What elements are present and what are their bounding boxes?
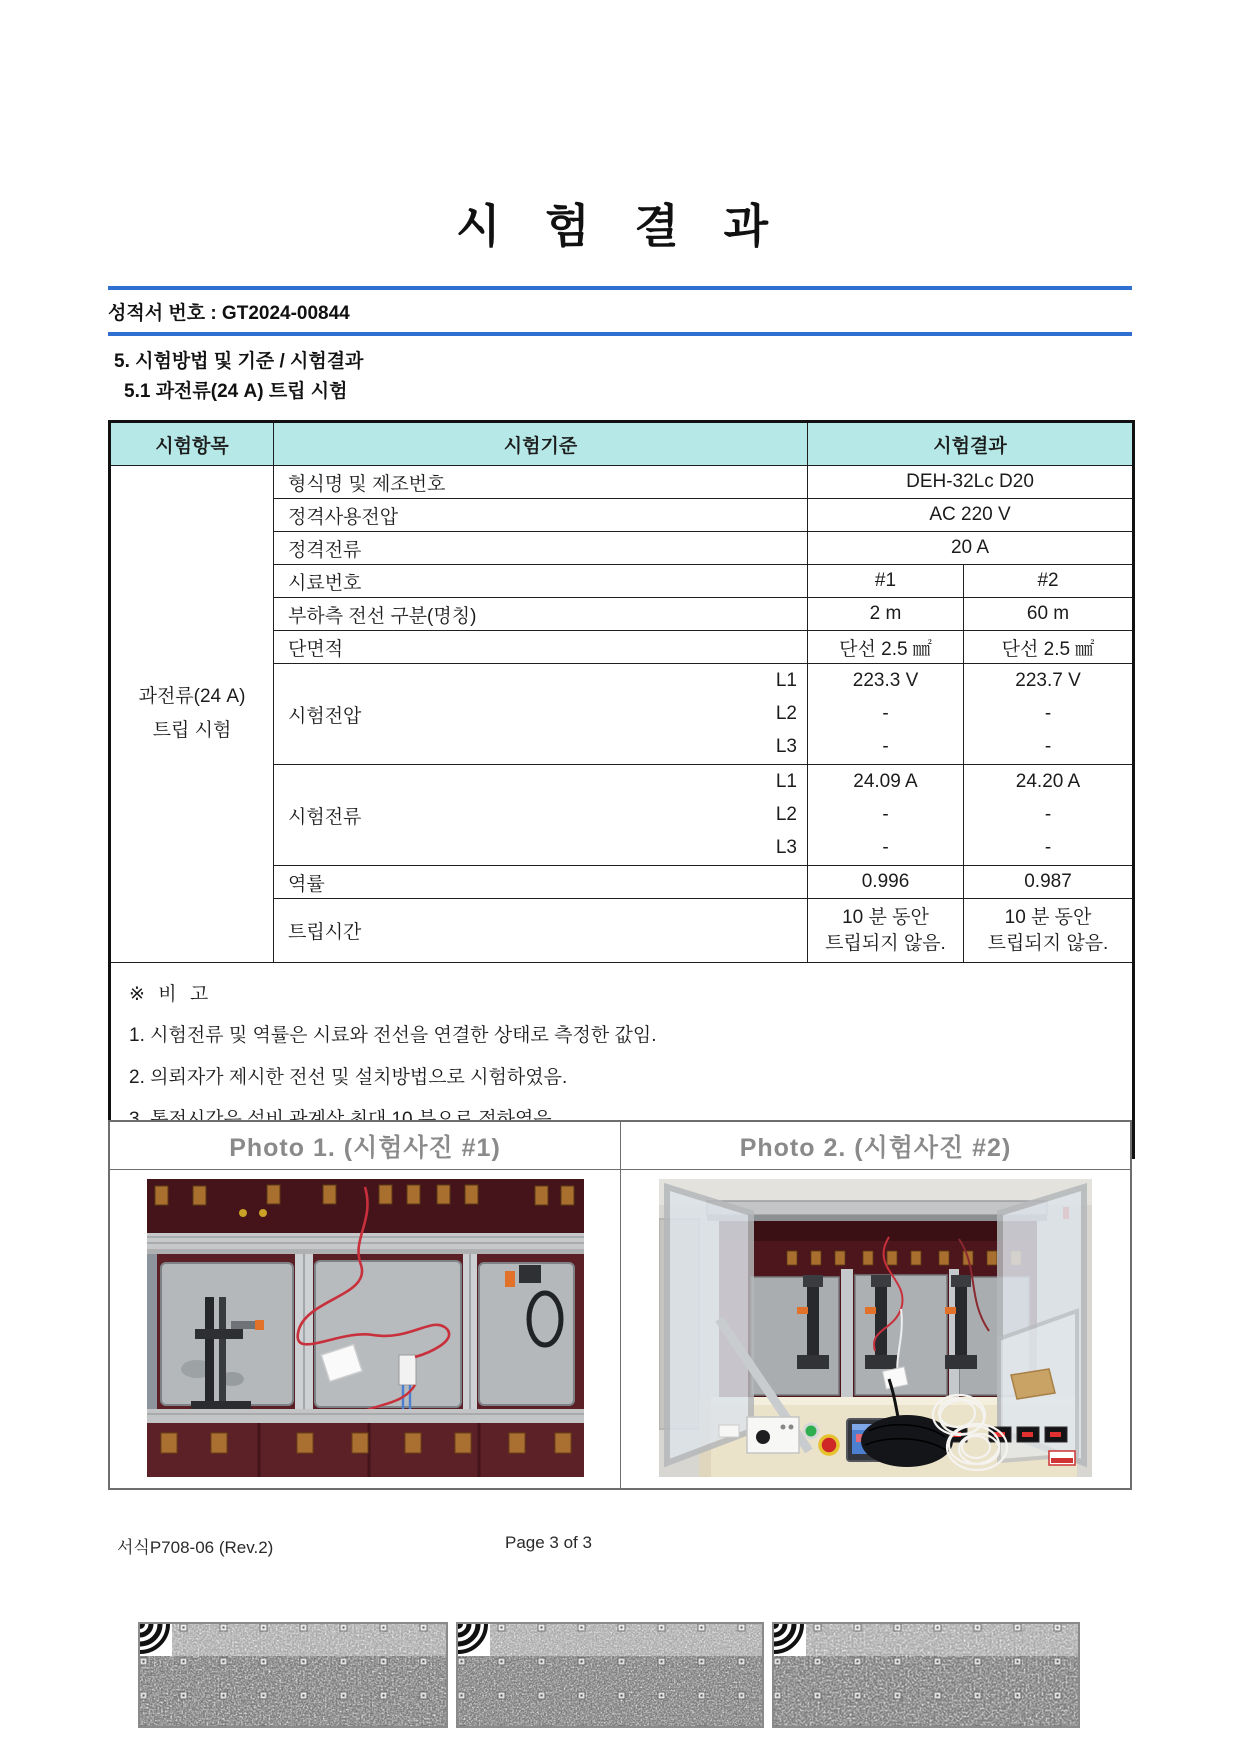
test-voltage-r1-l3: - xyxy=(882,736,889,758)
row-load-wire-r1: 2 m xyxy=(808,598,964,631)
photo-header-row xyxy=(110,1122,1130,1170)
row-power-factor-label: 역률 xyxy=(274,866,808,899)
row-test-current-label: 시험전류 xyxy=(288,806,362,828)
test-voltage-r1-l2: - xyxy=(882,702,889,724)
col-header-criteria: 시험기준 xyxy=(274,422,808,466)
test-voltage-r1-l1: 223.3 V xyxy=(852,669,919,691)
photo-2-image xyxy=(659,1179,1092,1477)
row-test-current-r2 xyxy=(964,765,1134,866)
test-current-r2-l3: - xyxy=(1044,837,1052,859)
test-current-r1-l3: - xyxy=(882,837,889,859)
row-sample-no-r1: #1 xyxy=(808,565,964,598)
section-heading: 5. 시험방법 및 기준 / 시험결과 xyxy=(114,351,364,372)
trip-time-r1-line2: 트립되지 않음. xyxy=(825,932,946,954)
row-cross-section-r1: 단선 2.5 ㎟ xyxy=(808,631,964,664)
test-voltage-r2-l3: - xyxy=(1044,736,1052,758)
photo-1-image xyxy=(147,1179,584,1477)
phase-l2-label: L2 xyxy=(775,702,797,724)
row-trip-time-r2 xyxy=(964,899,1134,963)
note-item-2: 2. 의뢰자가 제시한 전선 및 설치방법으로 시험하였음. xyxy=(129,1067,568,1088)
test-voltage-r2-l1: 223.7 V xyxy=(1015,669,1081,691)
col-header-test-item: 시험항목 xyxy=(110,422,274,466)
row-trip-time-r1 xyxy=(808,899,964,963)
row-model-label: 형식명 및 제조번호 xyxy=(274,466,808,499)
photo-table xyxy=(108,1120,1132,1490)
test-current-r1-l1: 24.09 A xyxy=(853,770,918,792)
phase-l1-label: L1 xyxy=(775,669,797,691)
phase-l2-label: L2 xyxy=(775,803,797,825)
subsection-heading: 5.1 과전류(24 A) 트립 시험 xyxy=(124,381,348,402)
test-item-line2: 트립 시험 xyxy=(152,720,232,741)
test-current-r2-l2: - xyxy=(1044,803,1052,825)
notes-title: ※ 비 고 xyxy=(129,984,213,1005)
photo-1-cell xyxy=(110,1170,620,1488)
table-header-row xyxy=(110,422,1134,466)
test-voltage-r2-l2: - xyxy=(1044,702,1052,724)
row-cross-section-label: 단면적 xyxy=(274,631,808,664)
row-test-current-r1 xyxy=(808,765,964,866)
test-current-r1-l2: - xyxy=(882,803,889,825)
footer-form-number: 서식P708-06 (Rev.2) xyxy=(117,1538,274,1557)
blue-divider-bottom xyxy=(108,332,1132,336)
security-pattern-2 xyxy=(456,1622,764,1728)
row-cross-section-r2: 단선 2.5 ㎟ xyxy=(964,631,1134,664)
row-power-factor-r1: 0.996 xyxy=(808,866,964,899)
photo-2-cell xyxy=(620,1170,1130,1488)
row-load-wire-label: 부하측 전선 구분(명칭) xyxy=(274,598,808,631)
note-item-1: 1. 시험전류 및 역률은 시료와 전선을 연결한 상태로 측정한 값임. xyxy=(129,1025,657,1046)
phase-l3-label: L3 xyxy=(775,736,797,758)
test-current-r2-l1: 24.20 A xyxy=(1015,770,1081,792)
row-test-voltage-r1 xyxy=(808,664,964,765)
photo-1-title: Photo 1. (시험사진 #1) xyxy=(229,1133,501,1162)
photo-body-row xyxy=(110,1170,1130,1488)
row-rated-current-label: 정격전류 xyxy=(274,532,808,565)
security-pattern-3 xyxy=(772,1622,1080,1728)
test-item-cell xyxy=(110,466,274,963)
row-model xyxy=(110,466,1134,499)
page-title: 시 험 결 과 xyxy=(455,200,785,252)
phase-l3-label: L3 xyxy=(775,837,797,859)
photo-2-title: Photo 2. (시험사진 #2) xyxy=(620,1122,1130,1169)
row-load-wire-r2: 60 m xyxy=(964,598,1134,631)
test-item-line1: 과전류(24 A) xyxy=(138,686,246,707)
row-rated-current-result: 20 A xyxy=(808,532,1134,565)
report-number: 성적서 번호 : GT2024-00844 xyxy=(108,303,350,324)
security-pattern-1 xyxy=(138,1622,448,1728)
row-model-result: DEH-32Lc D20 xyxy=(808,466,1134,499)
results-table xyxy=(108,420,1135,1159)
row-rated-voltage-label: 정격사용전압 xyxy=(274,499,808,532)
trip-time-r2-line1: 10 분 동안 xyxy=(1004,906,1092,928)
trip-time-r1-line1: 10 분 동안 xyxy=(842,906,929,928)
row-rated-voltage-result: AC 220 V xyxy=(808,499,1134,532)
row-test-voltage-label-cell xyxy=(274,664,808,765)
phase-l1-label: L1 xyxy=(775,770,797,792)
col-header-result: 시험결과 xyxy=(808,422,1134,466)
footer-page-number: Page 3 of 3 xyxy=(505,1533,592,1552)
blue-divider-top xyxy=(108,286,1132,290)
trip-time-r2-line2: 트립되지 않음. xyxy=(987,932,1109,954)
row-sample-no-label: 시료번호 xyxy=(274,565,808,598)
row-test-voltage-label: 시험전압 xyxy=(288,705,362,727)
row-test-voltage-r2 xyxy=(964,664,1134,765)
row-test-current-label-cell xyxy=(274,765,808,866)
row-sample-no-r2: #2 xyxy=(964,565,1134,598)
row-power-factor-r2: 0.987 xyxy=(964,866,1134,899)
row-trip-time-label: 트립시간 xyxy=(274,899,808,963)
